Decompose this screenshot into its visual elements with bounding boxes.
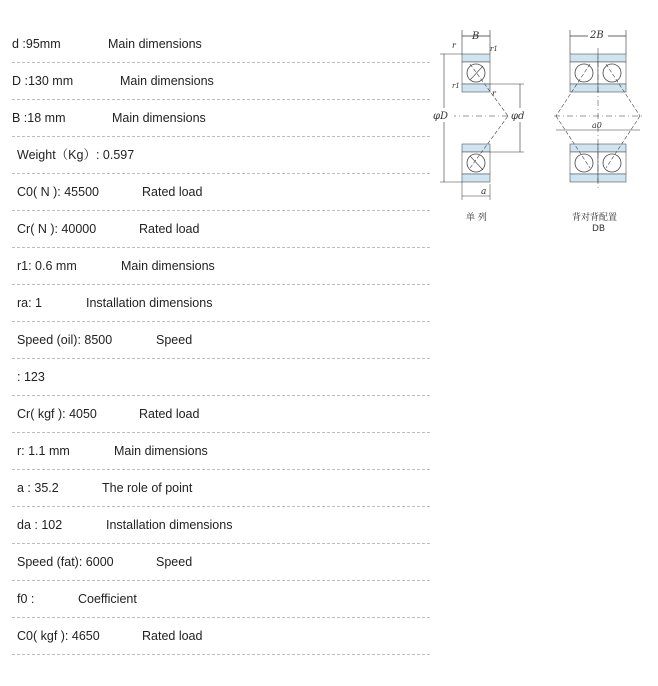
spec-category: The role of point	[102, 481, 193, 495]
db-pair-bearing	[554, 28, 644, 234]
spec-row	[12, 26, 430, 63]
spec-value: C0( N ): 45500	[17, 185, 99, 199]
spec-category: Main dimensions	[114, 444, 208, 458]
spec-value: D :130 mm	[12, 74, 74, 88]
spec-category: Main dimensions	[120, 74, 214, 88]
label-r-inner: r	[492, 89, 496, 98]
spec-value: r: 1.1 mm	[17, 444, 70, 458]
spec-row	[12, 100, 430, 137]
spec-row	[12, 544, 430, 581]
spec-value: C0( kgf ): 4650	[17, 629, 100, 643]
spec-category: Installation dimensions	[106, 518, 233, 532]
spec-row	[12, 63, 430, 100]
spec-value: Speed (fat): 6000	[17, 555, 114, 569]
spec-row	[12, 322, 430, 359]
label-r1-mid: r1	[452, 82, 460, 90]
spec-category: Rated load	[139, 222, 200, 236]
spec-value: r1: 0.6 mm	[17, 259, 77, 273]
bearing-diagram	[430, 24, 658, 234]
spec-row	[12, 174, 430, 211]
spec-value: Cr( N ): 40000	[17, 222, 97, 236]
spec-category: Rated load	[139, 407, 200, 421]
spec-value: f0 :	[17, 592, 35, 606]
db-subcaption: DB	[592, 224, 606, 234]
single-row-caption: 单 列	[466, 213, 487, 223]
spec-value: Weight（Kg）: 0.597	[17, 148, 135, 162]
label-phi-d-outer: φD	[433, 111, 449, 122]
spec-category: Rated load	[142, 629, 203, 643]
db-caption: 背对背配置	[572, 213, 618, 223]
label-a0: a0	[592, 121, 602, 130]
spec-row	[12, 359, 430, 396]
spec-category: Main dimensions	[108, 37, 202, 51]
label-r: r	[452, 41, 456, 50]
label-b: B	[472, 31, 480, 42]
spec-value: ra: 1	[17, 296, 43, 310]
spec-value: Cr( kgf ): 4050	[17, 407, 97, 421]
spec-value: da : 102	[17, 518, 63, 532]
label-2b: 2B	[590, 30, 604, 41]
spec-value: Speed (oil): 8500	[17, 333, 113, 347]
spec-value: d :95mm	[12, 37, 61, 51]
spec-value: : 123	[17, 370, 45, 384]
spec-category: Speed	[156, 555, 193, 569]
spec-value: a : 35.2	[17, 481, 59, 495]
label-phi-d-inner: φd	[511, 111, 525, 122]
spec-category: Main dimensions	[121, 259, 215, 273]
spec-category: Speed	[156, 333, 193, 347]
spec-row	[12, 248, 430, 285]
spec-row	[12, 470, 430, 507]
spec-category: Main dimensions	[112, 111, 206, 125]
spec-category: Installation dimensions	[86, 296, 213, 310]
spec-list	[12, 26, 430, 655]
spec-category: Rated load	[142, 185, 203, 199]
spec-row	[12, 507, 430, 544]
spec-row	[12, 137, 430, 174]
spec-row	[12, 211, 430, 248]
label-r1-top: r1	[490, 45, 498, 53]
spec-row	[12, 396, 430, 433]
spec-row	[12, 433, 430, 470]
single-row-bearing	[432, 30, 532, 223]
spec-row	[12, 618, 430, 655]
spec-value: B :18 mm	[12, 111, 66, 125]
spec-category: Coefficient	[78, 592, 137, 606]
spec-row	[12, 285, 430, 322]
label-a: a	[481, 187, 487, 197]
spec-row	[12, 581, 430, 618]
